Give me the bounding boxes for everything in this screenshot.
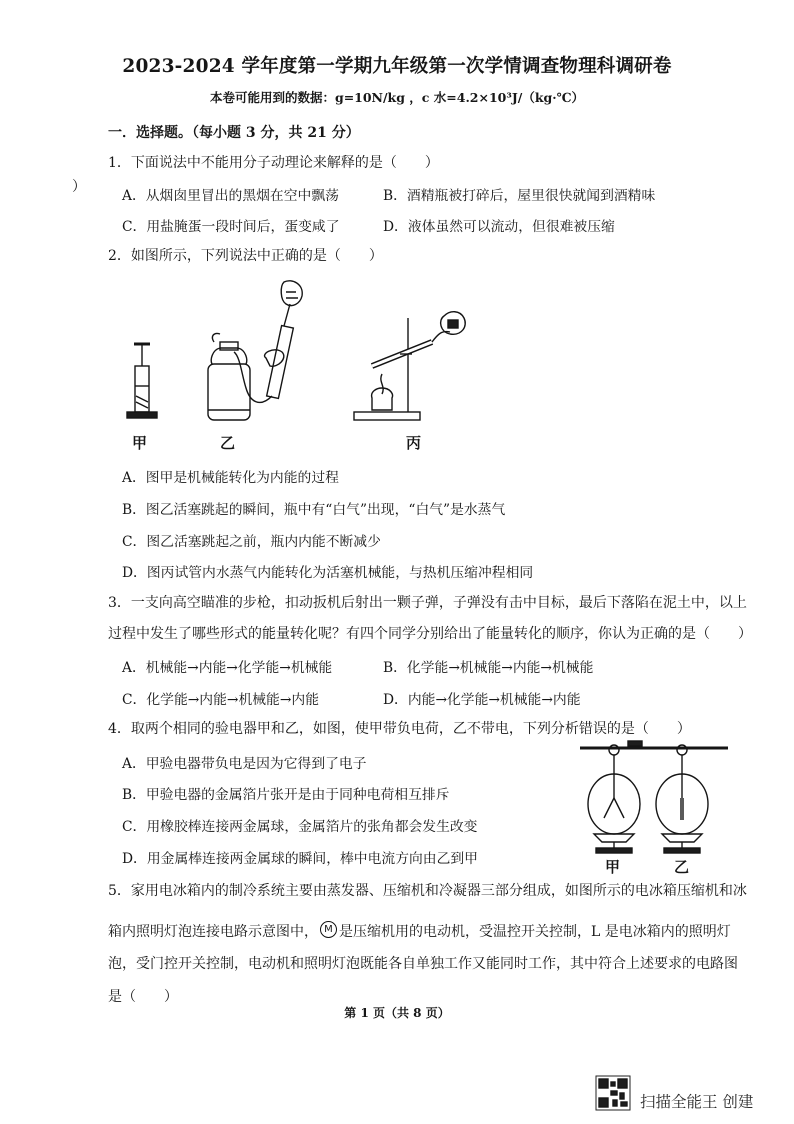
page-footer: 第 1 页（共 8 页） (344, 1006, 450, 1020)
question-1-option-c: C．用盐腌蛋一段时间后，蛋变咸了 (122, 219, 340, 235)
figure-label-jia-electroscope: 甲 (605, 858, 621, 876)
question-5-line-2-before: 箱内照明灯泡连接电路示意图中， (108, 924, 318, 940)
section-heading: 一．选择题。（每小题 3 分，共 21 分） (108, 125, 360, 141)
figure-electroscopes (574, 736, 734, 858)
question-4-option-b: B．甲验电器的金属箔片张开是由于同种电荷相互排斥 (122, 787, 450, 803)
watermark-text: 扫描全能王 创建 (640, 1093, 754, 1111)
question-3-option-b: B．化学能→机械能→内能→机械能 (383, 660, 594, 676)
question-2-option-c: C．图乙活塞跳起之前，瓶内内能不断减少 (122, 534, 381, 550)
question-5-line-2 (108, 921, 731, 941)
page-title: 2023-2024 学年度第一学期九年级第一次学情调查物理科调研卷 (122, 56, 672, 77)
figure-bing-test-tube (346, 304, 476, 424)
question-1-option-d: D．液体虽然可以流动，但很难被压缩 (383, 219, 615, 235)
question-4-stem: 4．取两个相同的验电器甲和乙，如图，使甲带负电荷，乙不带电，下列分析错误的是（ ） (108, 721, 691, 737)
question-5-line-3: 泡，受门控开关控制，电动机和照明灯泡既能各自单独工作又能同时工作，其中符合上述要求的电路图 (108, 956, 738, 972)
figure-label-yi: 乙 (220, 434, 236, 452)
question-1-stem: 1．下面说法中不能用分子动理论来解释的是（ ） (108, 155, 439, 171)
data-line: 本卷可能用到的数据：g=10N/kg ，c 水=4.2×10³J/（kg·℃） (209, 90, 585, 105)
question-4-option-c: C．用橡胶棒连接两金属球，金属箔片的张角都会发生改变 (122, 819, 478, 835)
question-5-line-4: 是（ ） (108, 989, 178, 1005)
qr-code-icon (596, 1076, 630, 1110)
question-2-stem: 2．如图所示，下列说法中正确的是（ ） (108, 248, 383, 264)
question-2-option-a: A．图甲是机械能转化为内能的过程 (122, 470, 339, 486)
question-4-option-d: D．用金属棒连接两金属球的瞬间，棒中电流方向由乙到甲 (122, 851, 478, 867)
question-1-option-a: A．从烟囱里冒出的黑烟在空中飘荡 (122, 188, 339, 204)
question-3-option-c: C．化学能→内能→机械能→内能 (122, 692, 320, 708)
question-5-line-2-after: 是压缩机用的电动机，受温控开关控制，L 是电冰箱内的照明灯 (339, 924, 731, 940)
figure-yi-bottle-pump (200, 278, 320, 426)
question-2-option-d: D．图丙试管内水蒸气内能转化为活塞机械能，与热机压缩冲程相同 (122, 565, 534, 581)
margin-mark: ） (72, 179, 86, 195)
question-2-option-b: B．图乙活塞跳起的瞬间，瓶中有“白气”出现，“白气”是水蒸气 (122, 502, 506, 518)
question-4-option-a: A．甲验电器带负电是因为它得到了电子 (122, 756, 367, 772)
figure-jia-pump (122, 336, 162, 426)
figure-label-yi-electroscope: 乙 (674, 858, 690, 876)
figure-label-jia: 甲 (132, 434, 148, 452)
figure-label-bing: 丙 (406, 434, 422, 452)
question-3-option-a: A．机械能→内能→化学能→机械能 (122, 660, 333, 676)
question-3-stem-line-2: 过程中发生了哪些形式的能量转化呢？有四个同学分别给出了能量转化的顺序，你认为正确的是（ ） (108, 626, 752, 642)
motor-symbol-icon: M (320, 921, 337, 938)
question-3-stem-line-1: 3．一支向高空瞄准的步枪，扣动扳机后射出一颗子弹，子弹没有击中目标，最后下落陷在泥土中，以上 (108, 595, 747, 611)
question-1-option-b: B．酒精瓶被打碎后，屋里很快就闻到酒精味 (383, 188, 656, 204)
question-3-option-d: D．内能→化学能→机械能→内能 (383, 692, 581, 708)
question-5-line-1: 5．家用电冰箱内的制冷系统主要由蒸发器、压缩机和冷凝器三部分组成，如图所示的电冰箱压缩机和冰 (108, 883, 747, 899)
